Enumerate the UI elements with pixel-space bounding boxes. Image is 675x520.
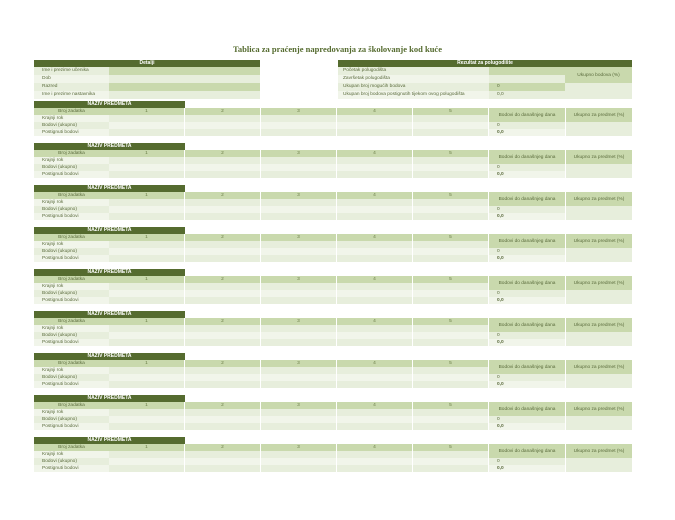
task-input-cell[interactable]	[109, 367, 185, 374]
task-input-cell[interactable]	[185, 416, 261, 423]
subject-name-header[interactable]: NAZIV PREDMETA	[34, 269, 185, 276]
total-subject-value[interactable]	[565, 206, 632, 220]
task-input-cell[interactable]	[109, 465, 185, 472]
task-input-cell[interactable]	[261, 241, 337, 248]
task-input-cell[interactable]	[109, 458, 185, 465]
task-input-cell[interactable]	[109, 374, 185, 381]
task-number-cell: 1	[109, 108, 185, 115]
task-input-cell[interactable]	[185, 423, 261, 430]
task-input-cell[interactable]	[337, 451, 413, 458]
details-row-input[interactable]	[109, 91, 260, 99]
total-subject-label: Ukupno za predmet (%)	[565, 318, 632, 332]
task-input-cell[interactable]	[337, 423, 413, 430]
task-input-cell[interactable]	[337, 255, 413, 262]
task-input-cell[interactable]	[413, 129, 489, 136]
task-input-cell[interactable]	[413, 255, 489, 262]
task-input-cell[interactable]	[261, 297, 337, 304]
task-number-cell: 4	[337, 318, 413, 325]
points-to-date-value: 0	[489, 122, 565, 129]
points-to-date-label: Bodovi do današnjeg dana	[489, 150, 565, 164]
task-input-cell[interactable]	[109, 325, 185, 332]
task-input-cell[interactable]	[109, 451, 185, 458]
achieved-to-date-value: 0,0	[489, 213, 565, 220]
total-subject-value[interactable]	[565, 332, 632, 346]
points-to-date-value: 0	[489, 164, 565, 171]
results-row-value[interactable]: 0,0	[489, 91, 565, 99]
task-input-cell[interactable]	[337, 122, 413, 129]
task-input-cell[interactable]	[261, 199, 337, 206]
task-input-cell[interactable]	[261, 164, 337, 171]
task-input-cell[interactable]	[185, 297, 261, 304]
total-subject-value[interactable]	[565, 164, 632, 178]
task-number-cell: 4	[337, 402, 413, 409]
subject-row-label-points-total: Bodovi (ukupno)	[34, 374, 109, 381]
task-input-cell[interactable]	[185, 381, 261, 388]
task-input-cell[interactable]	[185, 325, 261, 332]
subject-row-label-deadline: Krajnji rok	[34, 283, 109, 290]
task-input-cell[interactable]	[337, 339, 413, 346]
task-number-cell: 4	[337, 360, 413, 367]
task-input-cell[interactable]	[109, 115, 185, 122]
results-row-value[interactable]: 0	[489, 83, 565, 91]
task-input-cell[interactable]	[337, 129, 413, 136]
subject-name-header[interactable]: NAZIV PREDMETA	[34, 395, 185, 402]
subject-row-label-deadline: Krajnji rok	[34, 241, 109, 248]
total-subject-label: Ukupno za predmet (%)	[565, 150, 632, 164]
task-input-cell[interactable]	[185, 451, 261, 458]
subject-name-header[interactable]: NAZIV PREDMETA	[34, 143, 185, 150]
subject-name-header[interactable]: NAZIV PREDMETA	[34, 353, 185, 360]
task-input-cell[interactable]	[109, 423, 185, 430]
subject-row-label-deadline: Krajnji rok	[34, 157, 109, 164]
task-input-cell[interactable]	[261, 451, 337, 458]
task-input-cell[interactable]	[413, 115, 489, 122]
points-to-date-label: Bodovi do današnjeg dana	[489, 360, 565, 374]
task-number-cell: 1	[109, 444, 185, 451]
task-number-cell: 3	[261, 444, 337, 451]
details-row-input[interactable]	[109, 83, 260, 91]
task-input-cell[interactable]	[185, 374, 261, 381]
task-input-cell[interactable]	[261, 290, 337, 297]
subject-row-label-task-no: Broj zadatka	[34, 318, 109, 325]
subject-row-label-task-no: Broj zadatka	[34, 108, 109, 115]
total-subject-value[interactable]	[565, 374, 632, 388]
task-input-cell[interactable]	[109, 290, 185, 297]
achieved-to-date-value: 0,0	[489, 339, 565, 346]
details-row-label: Razred	[34, 83, 109, 91]
details-row-input[interactable]	[109, 75, 260, 83]
task-number-cell: 2	[185, 108, 261, 115]
task-number-cell: 2	[185, 276, 261, 283]
task-input-cell[interactable]	[413, 290, 489, 297]
task-input-cell[interactable]	[109, 297, 185, 304]
task-input-cell[interactable]	[413, 409, 489, 416]
task-number-cell: 3	[261, 318, 337, 325]
task-input-cell[interactable]	[109, 199, 185, 206]
task-input-cell[interactable]	[185, 458, 261, 465]
task-input-cell[interactable]	[261, 367, 337, 374]
subject-row-label-points-achieved: Postignuti bodovi	[34, 213, 109, 220]
task-input-cell[interactable]	[413, 241, 489, 248]
details-row-label: Dob	[34, 75, 109, 83]
task-number-cell: 5	[413, 276, 489, 283]
task-input-cell[interactable]	[337, 416, 413, 423]
points-to-date-label: Bodovi do današnjeg dana	[489, 318, 565, 332]
subject-row-label-points-total: Bodovi (ukupno)	[34, 248, 109, 255]
subject-row-label-points-total: Bodovi (ukupno)	[34, 206, 109, 213]
details-row-label: Ime i prezime učenika	[34, 67, 109, 75]
task-input-cell[interactable]	[109, 129, 185, 136]
subject-row-label-points-total: Bodovi (ukupno)	[34, 458, 109, 465]
task-input-cell[interactable]	[413, 213, 489, 220]
subject-row-label-deadline: Krajnji rok	[34, 451, 109, 458]
task-input-cell[interactable]	[261, 332, 337, 339]
task-input-cell[interactable]	[185, 332, 261, 339]
points-to-date-label: Bodovi do današnjeg dana	[489, 276, 565, 290]
task-input-cell[interactable]	[185, 339, 261, 346]
task-input-cell[interactable]	[337, 332, 413, 339]
task-input-cell[interactable]	[413, 458, 489, 465]
subject-row-label-points-total: Bodovi (ukupno)	[34, 122, 109, 129]
total-subject-value[interactable]	[565, 416, 632, 430]
achieved-to-date-value: 0,0	[489, 423, 565, 430]
task-input-cell[interactable]	[109, 255, 185, 262]
achieved-to-date-value: 0,0	[489, 171, 565, 178]
points-to-date-label: Bodovi do današnjeg dana	[489, 234, 565, 248]
results-row-label: Početak polugodišta	[338, 67, 489, 75]
subject-row-label-points-achieved: Postignuti bodovi	[34, 129, 109, 136]
task-input-cell[interactable]	[109, 332, 185, 339]
achieved-to-date-value: 0,0	[489, 129, 565, 136]
results-row-label: Ukupan broj bodova postignutih tijekom ovog polugodišta	[338, 91, 489, 99]
task-number-cell: 3	[261, 108, 337, 115]
task-input-cell[interactable]	[413, 423, 489, 430]
subject-row-label-deadline: Krajnji rok	[34, 409, 109, 416]
task-input-cell[interactable]	[185, 290, 261, 297]
task-input-cell[interactable]	[337, 157, 413, 164]
task-number-cell: 4	[337, 276, 413, 283]
task-input-cell[interactable]	[185, 283, 261, 290]
task-input-cell[interactable]	[337, 164, 413, 171]
total-subject-label: Ukupno za predmet (%)	[565, 360, 632, 374]
task-input-cell[interactable]	[109, 213, 185, 220]
total-subject-label: Ukupno za predmet (%)	[565, 444, 632, 458]
page-title: Tablica za praćenje napredovanja za školovanje kod kuće	[233, 44, 442, 54]
task-input-cell[interactable]	[261, 423, 337, 430]
subject-row-label-task-no: Broj zadatka	[34, 192, 109, 199]
subject-row-label-task-no: Broj zadatka	[34, 150, 109, 157]
task-number-cell: 2	[185, 192, 261, 199]
task-input-cell[interactable]	[261, 115, 337, 122]
task-input-cell[interactable]	[413, 381, 489, 388]
task-number-cell: 5	[413, 402, 489, 409]
task-input-cell[interactable]	[413, 122, 489, 129]
task-number-cell: 1	[109, 276, 185, 283]
total-subject-label: Ukupno za predmet (%)	[565, 402, 632, 416]
task-number-cell: 2	[185, 150, 261, 157]
task-input-cell[interactable]	[185, 199, 261, 206]
results-row-value[interactable]	[489, 67, 565, 75]
task-input-cell[interactable]	[109, 248, 185, 255]
task-input-cell[interactable]	[261, 171, 337, 178]
subject-row-label-points-achieved: Postignuti bodovi	[34, 381, 109, 388]
task-input-cell[interactable]	[109, 122, 185, 129]
results-row-label: Ukupan broj mogućih bodova	[338, 83, 489, 91]
task-input-cell[interactable]	[185, 157, 261, 164]
task-input-cell[interactable]	[261, 213, 337, 220]
details-row-label: Ime i prezime nastavnika	[34, 91, 109, 99]
subject-row-label-points-total: Bodovi (ukupno)	[34, 290, 109, 297]
task-input-cell[interactable]	[185, 122, 261, 129]
task-input-cell[interactable]	[413, 157, 489, 164]
achieved-to-date-value: 0,0	[489, 381, 565, 388]
results-total-label: Ukupno bodova (%)	[565, 67, 632, 83]
results-row-value[interactable]	[489, 75, 565, 83]
task-input-cell[interactable]	[337, 206, 413, 213]
task-input-cell[interactable]	[261, 339, 337, 346]
points-to-date-value: 0	[489, 248, 565, 255]
task-number-cell: 4	[337, 192, 413, 199]
task-number-cell: 4	[337, 234, 413, 241]
task-input-cell[interactable]	[185, 465, 261, 472]
task-number-cell: 5	[413, 234, 489, 241]
subject-row-label-points-achieved: Postignuti bodovi	[34, 423, 109, 430]
task-input-cell[interactable]	[337, 465, 413, 472]
task-number-cell: 1	[109, 150, 185, 157]
task-input-cell[interactable]	[261, 465, 337, 472]
task-input-cell[interactable]	[109, 283, 185, 290]
points-to-date-value: 0	[489, 332, 565, 339]
task-input-cell[interactable]	[337, 297, 413, 304]
task-number-cell: 5	[413, 108, 489, 115]
task-input-cell[interactable]	[337, 115, 413, 122]
task-input-cell[interactable]	[337, 290, 413, 297]
subject-name-header[interactable]: NAZIV PREDMETA	[34, 311, 185, 318]
task-number-cell: 1	[109, 402, 185, 409]
total-subject-label: Ukupno za predmet (%)	[565, 276, 632, 290]
task-input-cell[interactable]	[185, 409, 261, 416]
task-input-cell[interactable]	[413, 164, 489, 171]
task-input-cell[interactable]	[185, 171, 261, 178]
task-input-cell[interactable]	[261, 206, 337, 213]
task-input-cell[interactable]	[337, 381, 413, 388]
task-input-cell[interactable]	[261, 458, 337, 465]
task-number-cell: 2	[185, 402, 261, 409]
task-input-cell[interactable]	[413, 367, 489, 374]
subject-name-header[interactable]: NAZIV PREDMETA	[34, 437, 185, 444]
task-input-cell[interactable]	[185, 248, 261, 255]
task-number-cell: 5	[413, 150, 489, 157]
task-input-cell[interactable]	[109, 157, 185, 164]
task-number-cell: 1	[109, 234, 185, 241]
task-input-cell[interactable]	[109, 381, 185, 388]
achieved-to-date-value: 0,0	[489, 465, 565, 472]
total-subject-value[interactable]	[565, 122, 632, 136]
task-input-cell[interactable]	[185, 115, 261, 122]
task-number-cell: 3	[261, 192, 337, 199]
task-input-cell[interactable]	[109, 339, 185, 346]
task-number-cell: 3	[261, 150, 337, 157]
points-to-date-label: Bodovi do današnjeg dana	[489, 192, 565, 206]
task-number-cell: 1	[109, 360, 185, 367]
subject-row-label-deadline: Krajnji rok	[34, 199, 109, 206]
task-input-cell[interactable]	[261, 157, 337, 164]
subject-name-header[interactable]: NAZIV PREDMETA	[34, 185, 185, 192]
subject-row-label-points-total: Bodovi (ukupno)	[34, 164, 109, 171]
points-to-date-value: 0	[489, 416, 565, 423]
task-input-cell[interactable]	[261, 283, 337, 290]
task-input-cell[interactable]	[185, 164, 261, 171]
task-input-cell[interactable]	[413, 199, 489, 206]
task-input-cell[interactable]	[109, 241, 185, 248]
task-input-cell[interactable]	[185, 241, 261, 248]
points-to-date-value: 0	[489, 290, 565, 297]
task-input-cell[interactable]	[413, 465, 489, 472]
task-number-cell: 5	[413, 318, 489, 325]
total-subject-value[interactable]	[565, 458, 632, 472]
total-subject-label: Ukupno za predmet (%)	[565, 234, 632, 248]
subject-row-label-points-achieved: Postignuti bodovi	[34, 297, 109, 304]
task-input-cell[interactable]	[185, 206, 261, 213]
subject-row-label-task-no: Broj zadatka	[34, 234, 109, 241]
task-input-cell[interactable]	[413, 451, 489, 458]
subject-row-label-deadline: Krajnji rok	[34, 115, 109, 122]
task-number-cell: 5	[413, 444, 489, 451]
achieved-to-date-value: 0,0	[489, 255, 565, 262]
task-input-cell[interactable]	[413, 248, 489, 255]
task-number-cell: 2	[185, 234, 261, 241]
task-number-cell: 3	[261, 276, 337, 283]
task-input-cell[interactable]	[413, 297, 489, 304]
subject-row-label-deadline: Krajnji rok	[34, 325, 109, 332]
total-subject-value[interactable]	[565, 290, 632, 304]
task-input-cell[interactable]	[185, 213, 261, 220]
subject-row-label-points-achieved: Postignuti bodovi	[34, 171, 109, 178]
points-to-date-value: 0	[489, 458, 565, 465]
subject-row-label-points-total: Bodovi (ukupno)	[34, 332, 109, 339]
task-number-cell: 5	[413, 192, 489, 199]
task-input-cell[interactable]	[109, 171, 185, 178]
task-input-cell[interactable]	[261, 374, 337, 381]
task-input-cell[interactable]	[413, 283, 489, 290]
task-input-cell[interactable]	[337, 367, 413, 374]
points-to-date-label: Bodovi do današnjeg dana	[489, 402, 565, 416]
task-input-cell[interactable]	[261, 325, 337, 332]
task-number-cell: 4	[337, 444, 413, 451]
task-input-cell[interactable]	[261, 248, 337, 255]
task-input-cell[interactable]	[337, 458, 413, 465]
points-to-date-value: 0	[489, 206, 565, 213]
task-input-cell[interactable]	[261, 122, 337, 129]
subject-row-label-task-no: Broj zadatka	[34, 402, 109, 409]
results-header: Rezultat za polugodište	[338, 60, 632, 67]
points-to-date-label: Bodovi do današnjeg dana	[489, 444, 565, 458]
task-number-cell: 2	[185, 360, 261, 367]
total-subject-value[interactable]	[565, 248, 632, 262]
subject-row-label-points-achieved: Postignuti bodovi	[34, 255, 109, 262]
task-input-cell[interactable]	[337, 374, 413, 381]
details-row-input[interactable]	[109, 67, 260, 75]
task-input-cell[interactable]	[337, 241, 413, 248]
task-input-cell[interactable]	[261, 409, 337, 416]
subject-row-label-deadline: Krajnji rok	[34, 367, 109, 374]
task-input-cell[interactable]	[337, 213, 413, 220]
task-number-cell: 5	[413, 360, 489, 367]
task-input-cell[interactable]	[337, 409, 413, 416]
task-input-cell[interactable]	[261, 416, 337, 423]
task-input-cell[interactable]	[261, 381, 337, 388]
task-input-cell[interactable]	[109, 164, 185, 171]
task-input-cell[interactable]	[337, 325, 413, 332]
task-input-cell[interactable]	[185, 129, 261, 136]
task-input-cell[interactable]	[185, 367, 261, 374]
subject-row-label-points-achieved: Postignuti bodovi	[34, 465, 109, 472]
task-input-cell[interactable]	[261, 255, 337, 262]
subject-row-label-task-no: Broj zadatka	[34, 276, 109, 283]
subject-name-header[interactable]: NAZIV PREDMETA	[34, 101, 185, 108]
task-input-cell[interactable]	[109, 416, 185, 423]
task-input-cell[interactable]	[337, 248, 413, 255]
task-input-cell[interactable]	[337, 283, 413, 290]
task-input-cell[interactable]	[261, 129, 337, 136]
task-input-cell[interactable]	[109, 409, 185, 416]
subject-name-header[interactable]: NAZIV PREDMETA	[34, 227, 185, 234]
task-input-cell[interactable]	[337, 171, 413, 178]
task-input-cell[interactable]	[413, 171, 489, 178]
task-number-cell: 2	[185, 318, 261, 325]
task-input-cell[interactable]	[413, 416, 489, 423]
task-input-cell[interactable]	[413, 339, 489, 346]
results-total-value[interactable]	[565, 83, 632, 99]
task-number-cell: 3	[261, 360, 337, 367]
task-input-cell[interactable]	[337, 199, 413, 206]
details-header: Detalji	[34, 60, 260, 67]
subject-row-label-points-achieved: Postignuti bodovi	[34, 339, 109, 346]
task-number-cell: 1	[109, 192, 185, 199]
task-input-cell[interactable]	[413, 325, 489, 332]
points-to-date-value: 0	[489, 374, 565, 381]
task-number-cell: 3	[261, 234, 337, 241]
task-number-cell: 4	[337, 108, 413, 115]
achieved-to-date-value: 0,0	[489, 297, 565, 304]
task-input-cell[interactable]	[413, 332, 489, 339]
total-subject-label: Ukupno za predmet (%)	[565, 192, 632, 206]
task-input-cell[interactable]	[109, 206, 185, 213]
task-input-cell[interactable]	[413, 206, 489, 213]
task-number-cell: 2	[185, 444, 261, 451]
task-number-cell: 4	[337, 150, 413, 157]
task-input-cell[interactable]	[185, 255, 261, 262]
results-row-label: Završetak polugodišta	[338, 75, 489, 83]
task-input-cell[interactable]	[413, 374, 489, 381]
task-number-cell: 1	[109, 318, 185, 325]
subject-row-label-task-no: Broj zadatka	[34, 444, 109, 451]
subject-row-label-task-no: Broj zadatka	[34, 360, 109, 367]
task-number-cell: 3	[261, 402, 337, 409]
points-to-date-label: Bodovi do današnjeg dana	[489, 108, 565, 122]
subject-row-label-points-total: Bodovi (ukupno)	[34, 416, 109, 423]
total-subject-label: Ukupno za predmet (%)	[565, 108, 632, 122]
